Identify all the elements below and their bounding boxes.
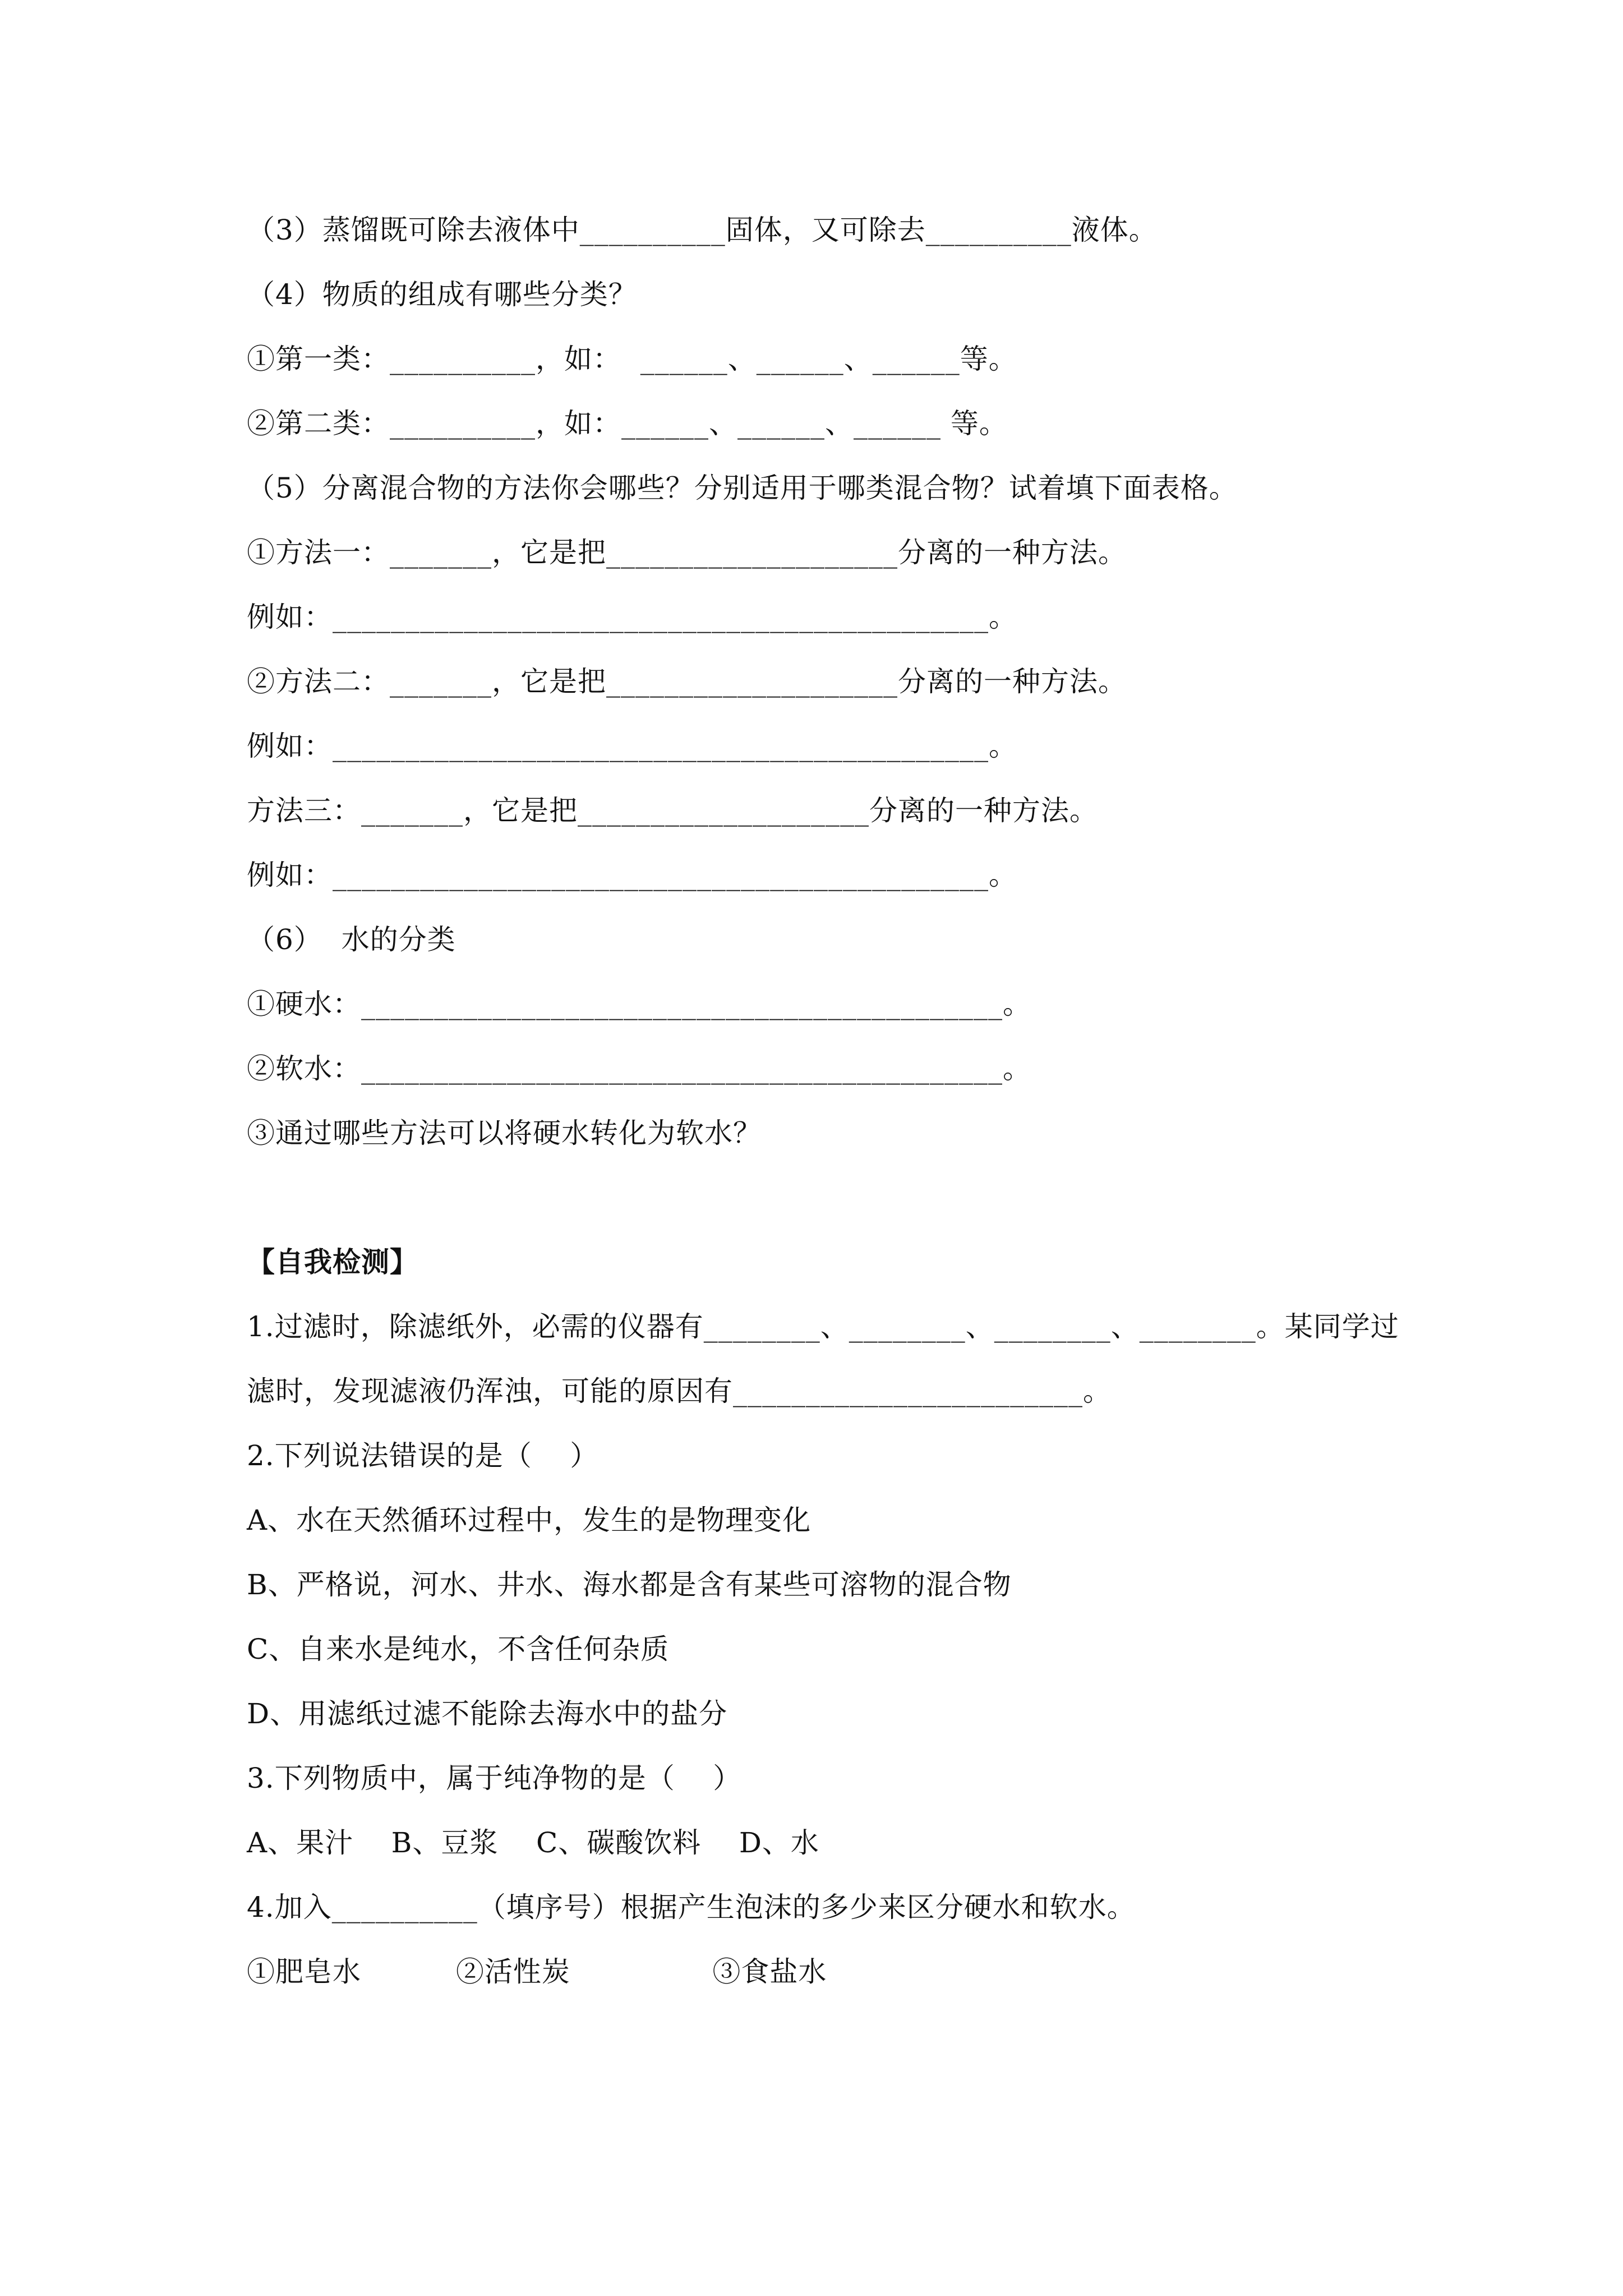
- q4-stem: 4.加入__________（填序号）根据产生泡沫的多少来区分硬水和软水。: [247, 1891, 1136, 1924]
- item-4-second-class: ②第二类：__________，如：______、______、______ 等。: [247, 407, 1008, 440]
- q1-line-1: 1.过滤时，除滤纸外，必需的仪器有________、________、________、________。某同学过: [247, 1310, 1399, 1343]
- q2-option-a: A、水在天然循环过程中，发生的是物理变化: [247, 1504, 811, 1536]
- item-4-first-class: ①第一类：__________，如： ______、______、______等。: [247, 343, 1017, 375]
- self-test-heading: 【自我检测】: [247, 1246, 418, 1278]
- q3-stem: 3.下列物质中，属于纯净物的是（ ）: [247, 1762, 742, 1795]
- q4-options: ①肥皂水 ②活性炭 ③食盐水: [247, 1955, 827, 1988]
- method-1: ①方法一：_______，它是把____________________分离的一种方法。: [247, 536, 1127, 569]
- item-5-separation-methods: （5）分离混合物的方法你会哪些？分别适用于哪类混合物？试着填下面表格。: [247, 472, 1238, 504]
- item-6-water-classification: （6） 水的分类: [247, 923, 456, 956]
- hard-to-soft-question: ③通过哪些方法可以将硬水转化为软水？: [247, 1117, 762, 1149]
- item-3-distillation: （3）蒸馏既可除去液体中__________固体，又可除去__________液体。: [247, 214, 1158, 246]
- q2-option-d: D、用滤纸过滤不能除去海水中的盐分: [247, 1697, 728, 1730]
- q2-option-b: B、严格说，河水、井水、海水都是含有某些可溶物的混合物: [247, 1568, 1012, 1601]
- q2-option-c: C、自来水是纯水，不含任何杂质: [247, 1633, 670, 1665]
- method-3: 方法三：_______，它是把____________________分离的一种方法。: [247, 794, 1098, 827]
- item-4-classification: （4）物质的组成有哪些分类？: [247, 278, 637, 311]
- soft-water: ②软水：____________________________________________。: [247, 1052, 1031, 1085]
- method-2-example: 例如：_____________________________________________。: [247, 730, 1017, 762]
- q1-line-2: 滤时，发现滤液仍浑浊，可能的原因有________________________。: [247, 1375, 1112, 1407]
- method-2: ②方法二：_______，它是把____________________分离的一种方法。: [247, 665, 1127, 698]
- method-3-example: 例如：_____________________________________________。: [247, 859, 1017, 891]
- q2-stem: 2.下列说法错误的是（ ）: [247, 1439, 599, 1472]
- hard-water: ①硬水：____________________________________________。: [247, 988, 1031, 1020]
- method-1-example: 例如：_____________________________________________。: [247, 601, 1017, 633]
- q3-options: A、果汁 B、豆浆 C、碳酸饮料 D、水: [247, 1826, 819, 1859]
